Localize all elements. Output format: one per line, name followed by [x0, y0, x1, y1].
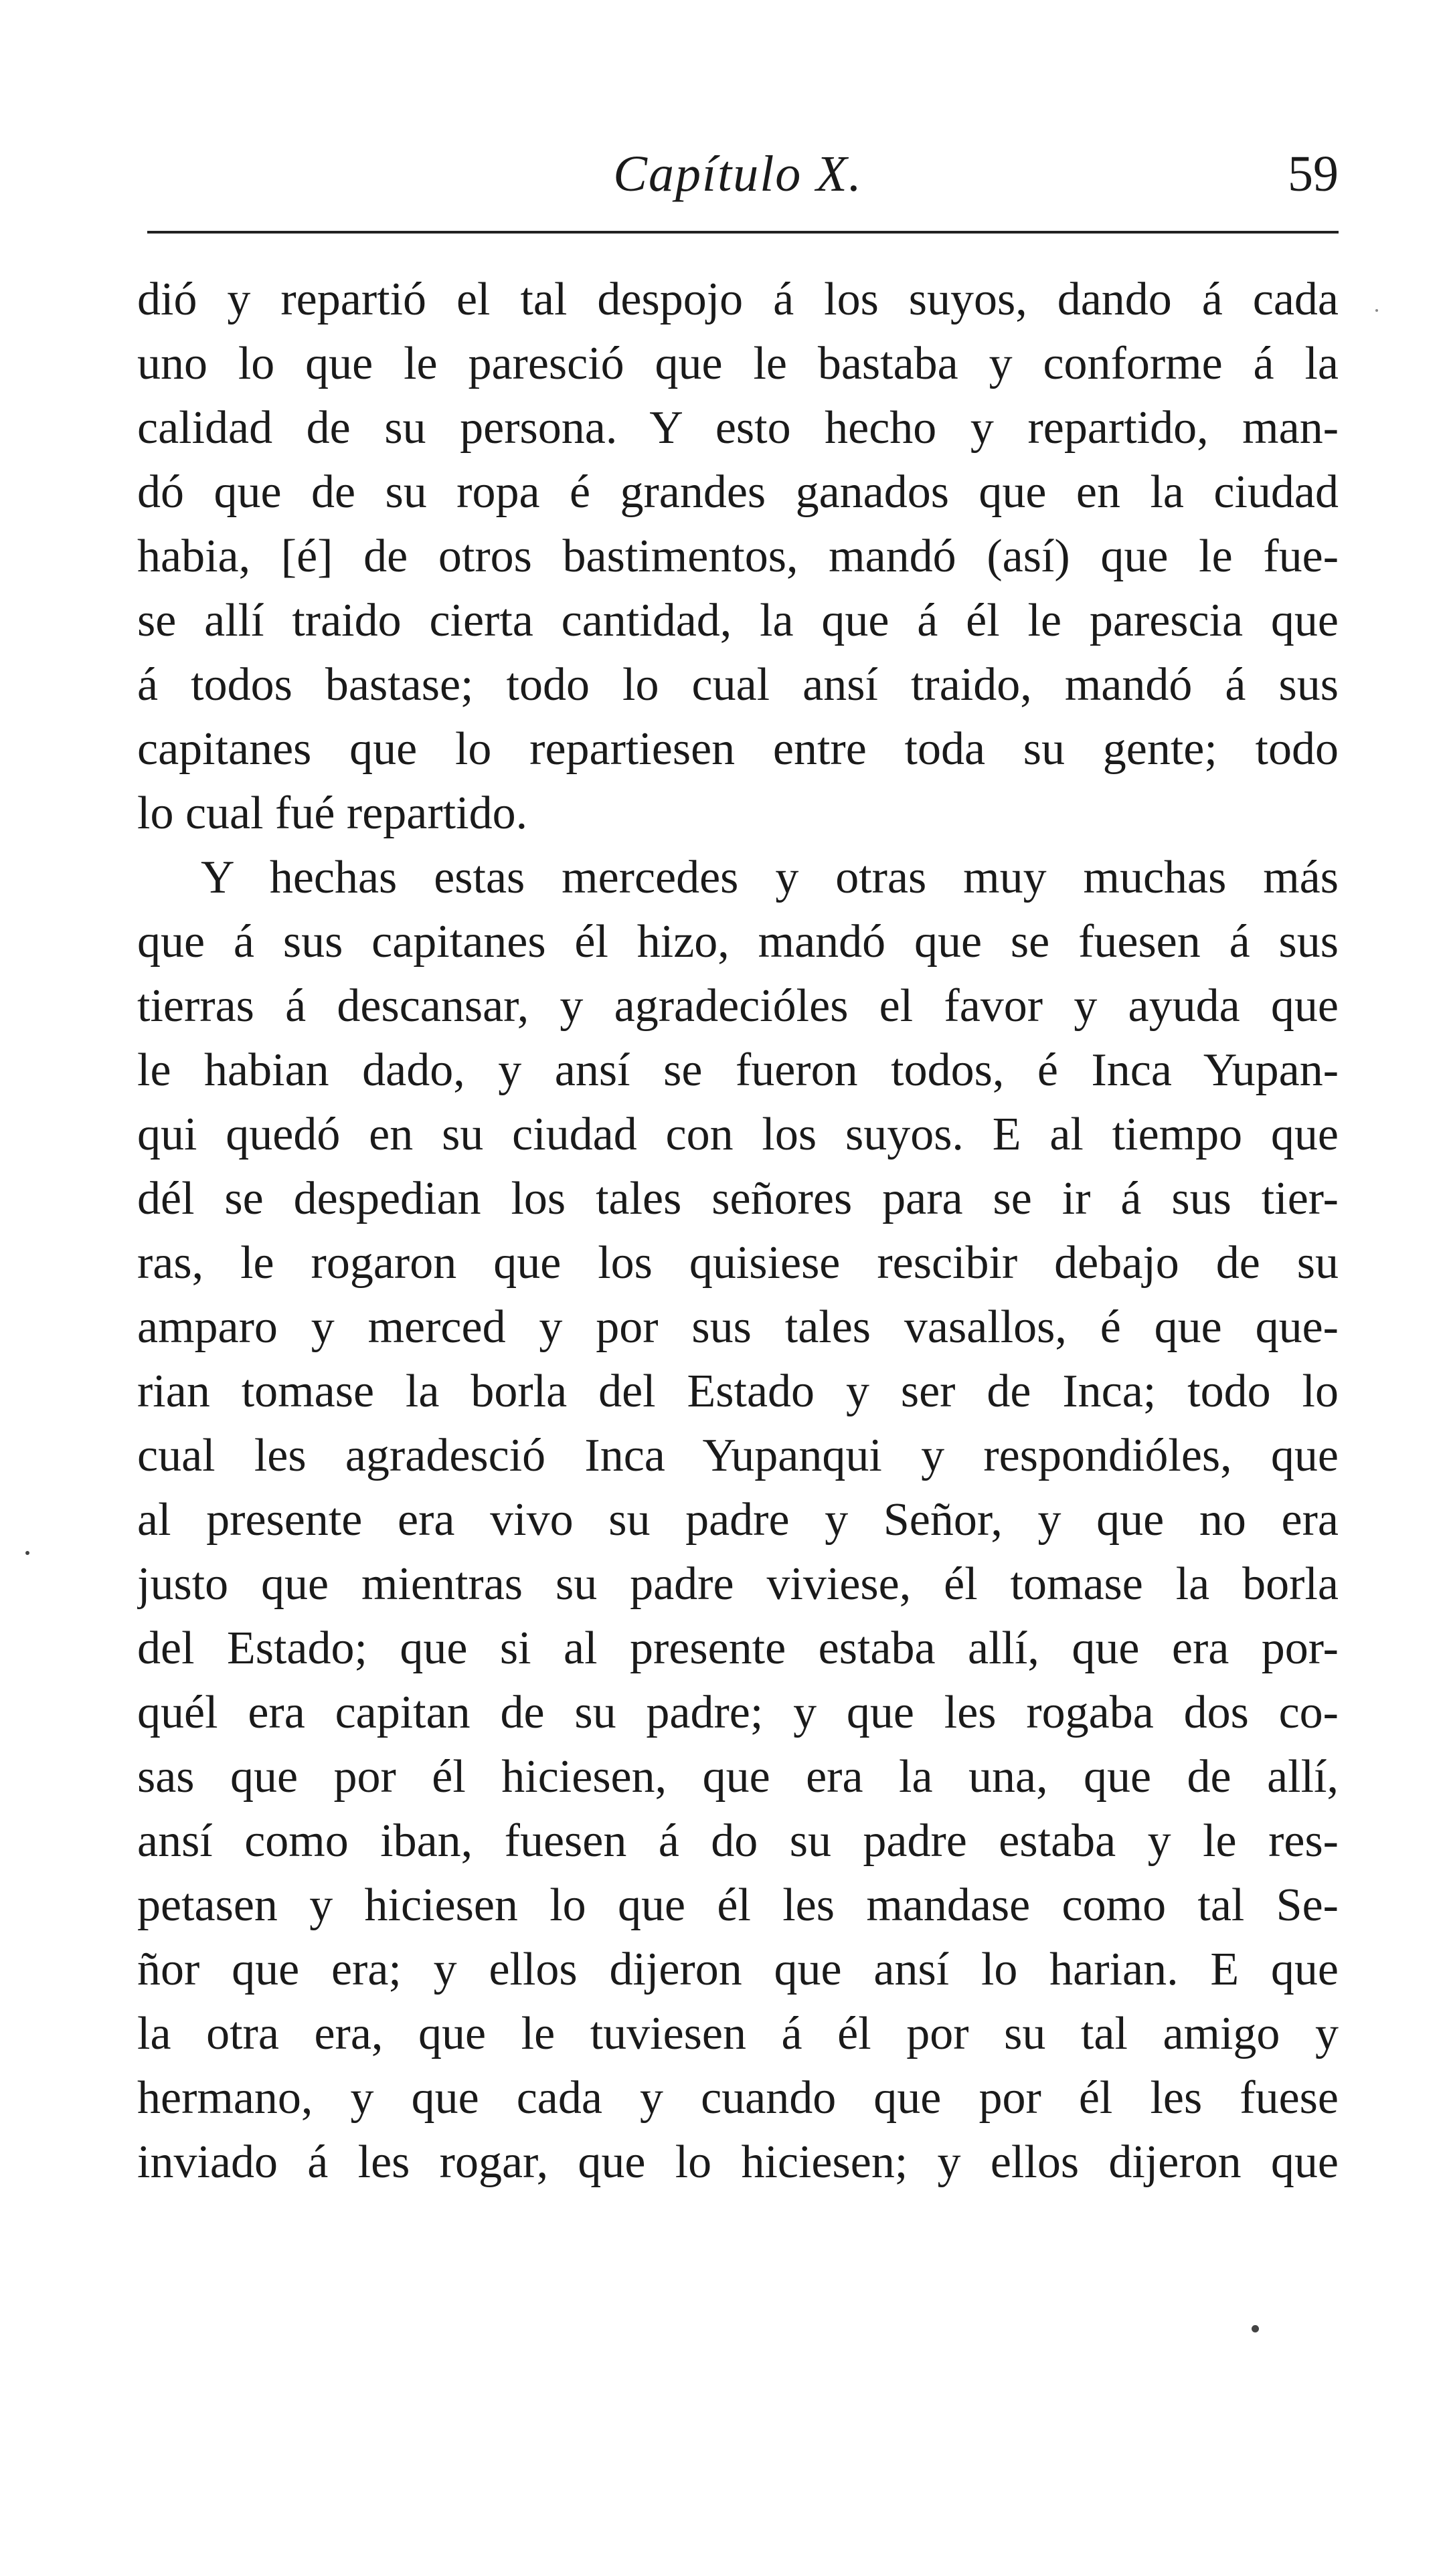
text-line: amparo y merced y por sus tales vasallos, é que que- — [137, 1301, 1339, 1353]
text-line: dél se despedian los tales señores para se ir á sus tier- — [137, 1173, 1339, 1224]
paragraph-2 — [137, 846, 1339, 2195]
text-line: rian tomase la borla del Estado y ser de Inca; todo lo — [137, 1366, 1339, 1417]
body-text — [137, 268, 1339, 2195]
text-line: quél era capitan de su padre; y que les rogaba dos co- — [137, 1687, 1339, 1738]
text-line: tierras á descansar, y agradecióles el favor y ayuda que — [137, 980, 1339, 1032]
text-line: al presente era vivo su padre y Señor, y que no era — [137, 1494, 1339, 1546]
text-line: le habian dado, y ansí se fueron todos, é Inca Yupan- — [137, 1044, 1339, 1096]
header-rule — [147, 231, 1339, 234]
text-line: capitanes que lo repartiesen entre toda su gente; todo — [137, 723, 1339, 775]
text-line: cual les agradesció Inca Yupanqui y respondióles, que — [137, 1430, 1339, 1481]
running-head — [137, 141, 1339, 207]
text-line: dó que de su ropa é grandes ganados que en la ciudad — [137, 466, 1339, 518]
paragraph-1 — [137, 268, 1339, 846]
text-line: justo que mientras su padre viviese, él tomase la borla — [137, 1558, 1339, 1610]
text-line: á todos bastase; todo lo cual ansí traido, mandó á sus — [137, 659, 1339, 711]
text-line: ansí como iban, fuesen á do su padre estaba y le res- — [137, 1815, 1339, 1867]
text-line: hermano, y que cada y cuando que por él les fuese — [137, 2072, 1339, 2124]
text-line: habia, [é] de otros bastimentos, mandó (así) que le fue- — [137, 531, 1339, 582]
paper-speck — [1252, 2325, 1259, 2332]
text-line: lo cual fué repartido. — [137, 788, 528, 839]
text-line: ras, le rogaron que los quisiese rescibir debajo de su — [137, 1237, 1339, 1289]
text-line: petasen y hiciesen lo que él les mandase como tal Se- — [137, 1879, 1339, 1931]
text-line: la otra era, que le tuviesen á él por su tal amigo y — [137, 2008, 1339, 2059]
text-line: Y hechas estas mercedes y otras muy muchas más — [201, 852, 1339, 903]
text-line: ñor que era; y ellos dijeron que ansí lo harian. E que — [137, 1944, 1339, 1995]
page-number: 59 — [1288, 146, 1339, 202]
text-line: calidad de su persona. Y esto hecho y repartido, man- — [137, 402, 1339, 454]
text-line: inviado á les rogar, que lo hiciesen; y ellos dijeron que — [137, 2136, 1339, 2188]
text-line: que á sus capitanes él hizo, mandó que se fuesen á sus — [137, 916, 1339, 968]
paper-speck — [1375, 309, 1378, 312]
chapter-title: Capítulo X. — [613, 146, 863, 202]
text-line: dió y repartió el tal despojo á los suyos, dando á cada — [137, 274, 1339, 325]
text-line: del Estado; que si al presente estaba allí, que era por- — [137, 1623, 1339, 1674]
text-line: se allí traido cierta cantidad, la que á él le parescia que — [137, 595, 1339, 646]
paper-speck — [25, 1551, 29, 1555]
text-line: qui quedó en su ciudad con los suyos. E al tiempo que — [137, 1109, 1339, 1160]
text-line: sas que por él hiciesen, que era la una, que de allí, — [137, 1751, 1339, 1803]
text-line: uno lo que le paresció que le bastaba y conforme á la — [137, 338, 1339, 389]
